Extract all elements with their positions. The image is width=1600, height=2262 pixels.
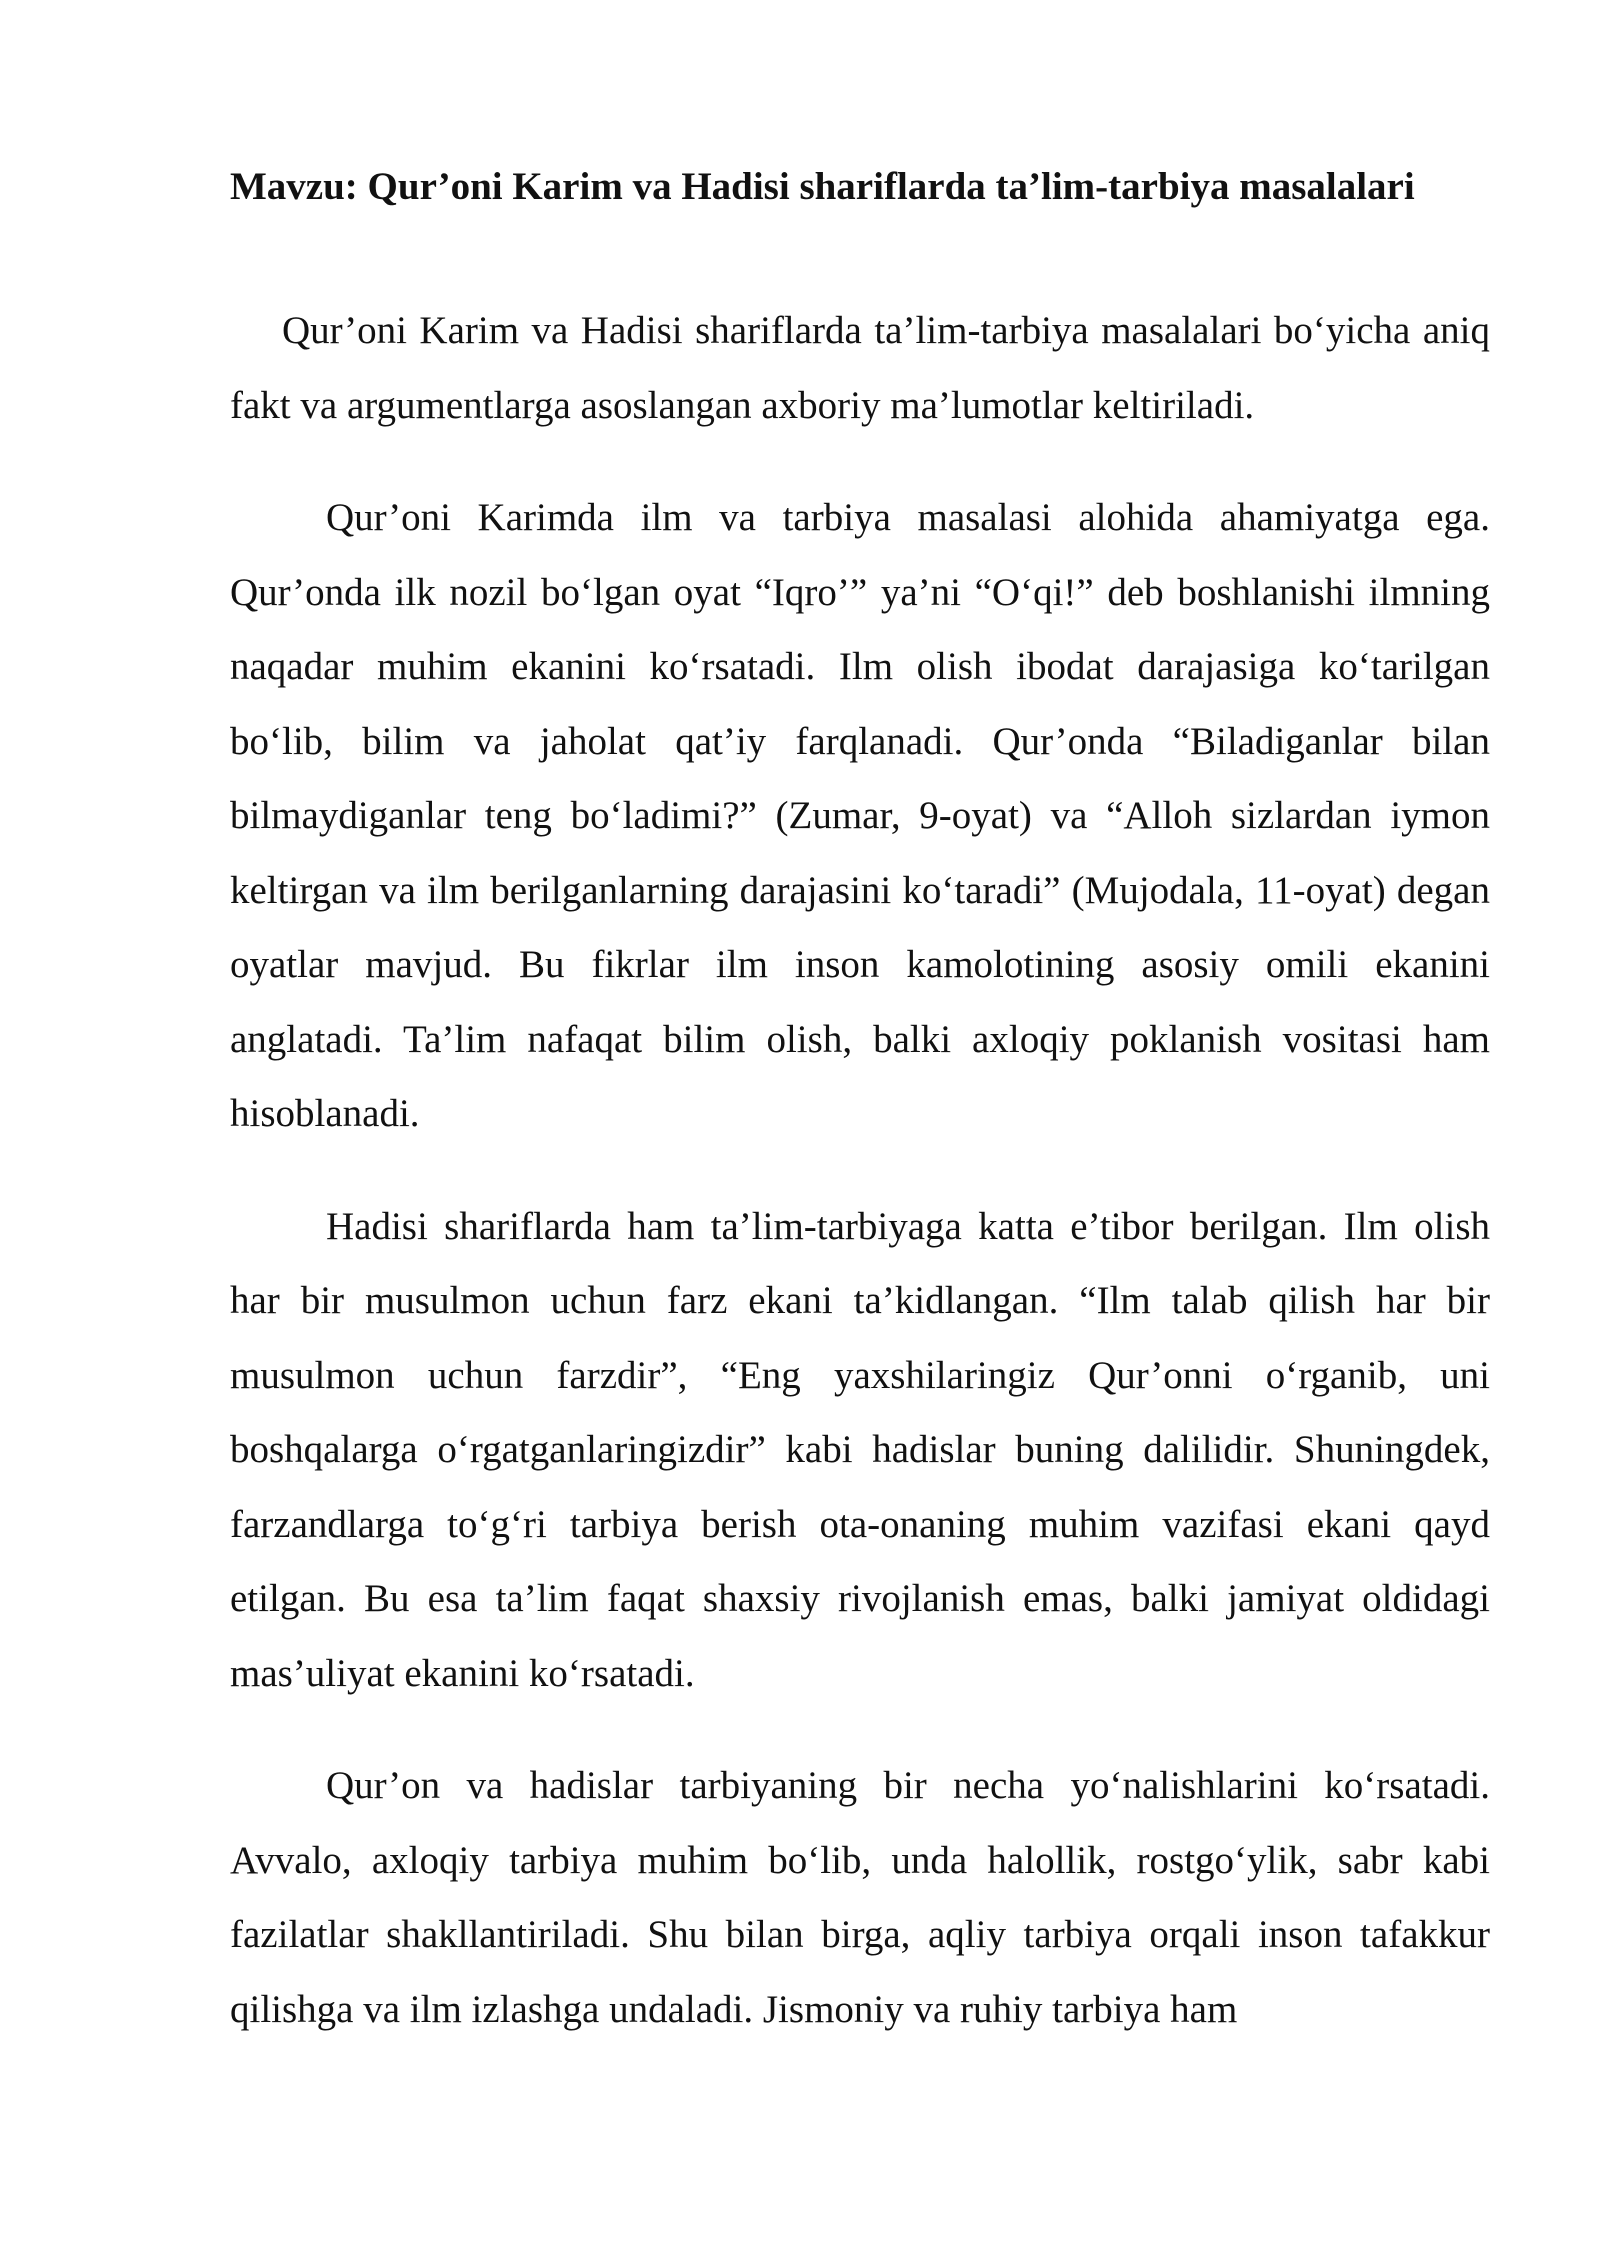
intro-paragraph: Qur’oni Karim va Hadisi shariflarda ta’lim-tarbiya masalalari bo‘yicha aniq fakt va argumentlarga asoslangan axboriy ma’lumotlar keltiriladi. bbox=[230, 309, 1490, 427]
document-page bbox=[230, 150, 1490, 2047]
hadith-paragraph: Hadisi shariflarda ham ta’lim-tarbiyaga katta e’tibor berilgan. Ilm olish har bir musulmon uchun farz ekani ta’kidlangan. “Ilm talab qilish har bir musulmon uchun farzdir”, “Eng yaxshilaringiz Qur’onni o‘rganib, uni boshqalarga o‘rgatganlaringizdir” kabi hadislar buning dalilidir. Shuningdek, farzandlarga to‘g‘ri tarbiya berish ota-onaning muhim vazifasi ekani qayd etilgan. Bu esa ta’lim faqat shaxsiy rivojlanish emas, balki jamiyat oldidagi mas’uliyat ekanini ko‘rsatadi. bbox=[230, 1204, 1490, 1695]
document-title: Mavzu: Qur’oni Karim va Hadisi shariflarda ta’lim-tarbiya masalalari bbox=[230, 165, 1415, 208]
upbringing-paragraph: Qur’on va hadislar tarbiyaning bir necha yo‘nalishlarini ko‘rsatadi. Avvalo, axloqiy tarbiya muhim bo‘lib, unda halollik, rostgo‘ylik, sabr kabi fazilatlar shakllantiriladi. Shu bilan birga, aqliy tarbiya orqali inson tafakkur qilishga va ilm izlashga undaladi. Jismoniy va ruhiy tarbiya ham bbox=[230, 1764, 1490, 2031]
quran-paragraph: Qur’oni Karimda ilm va tarbiya masalasi alohida ahamiyatga ega. Qur’onda ilk nozil bo‘lgan oyat “Iqro’” ya’ni “O‘qi!” deb boshlanishi ilmning naqadar muhim ekanini ko‘rsatadi. Ilm olish ibodat darajasiga ko‘tarilgan bo‘lib, bilim va jaholat qat’iy farqlanadi. Qur’onda “Biladiganlar bilan bilmaydiganlar teng bo‘ladimi?” (Zumar, 9-oyat) va “Alloh sizlardan iymon keltirgan va ilm berilganlarning darajasini ko‘taradi” (Mujodala, 11-oyat) degan oyatlar mavjud. Bu fikrlar ilm inson kamolotining asosiy omili ekanini anglatadi. Ta’lim nafaqat bilim olish, balki axloqiy poklanish vositasi ham hisoblanadi. bbox=[230, 496, 1490, 1135]
